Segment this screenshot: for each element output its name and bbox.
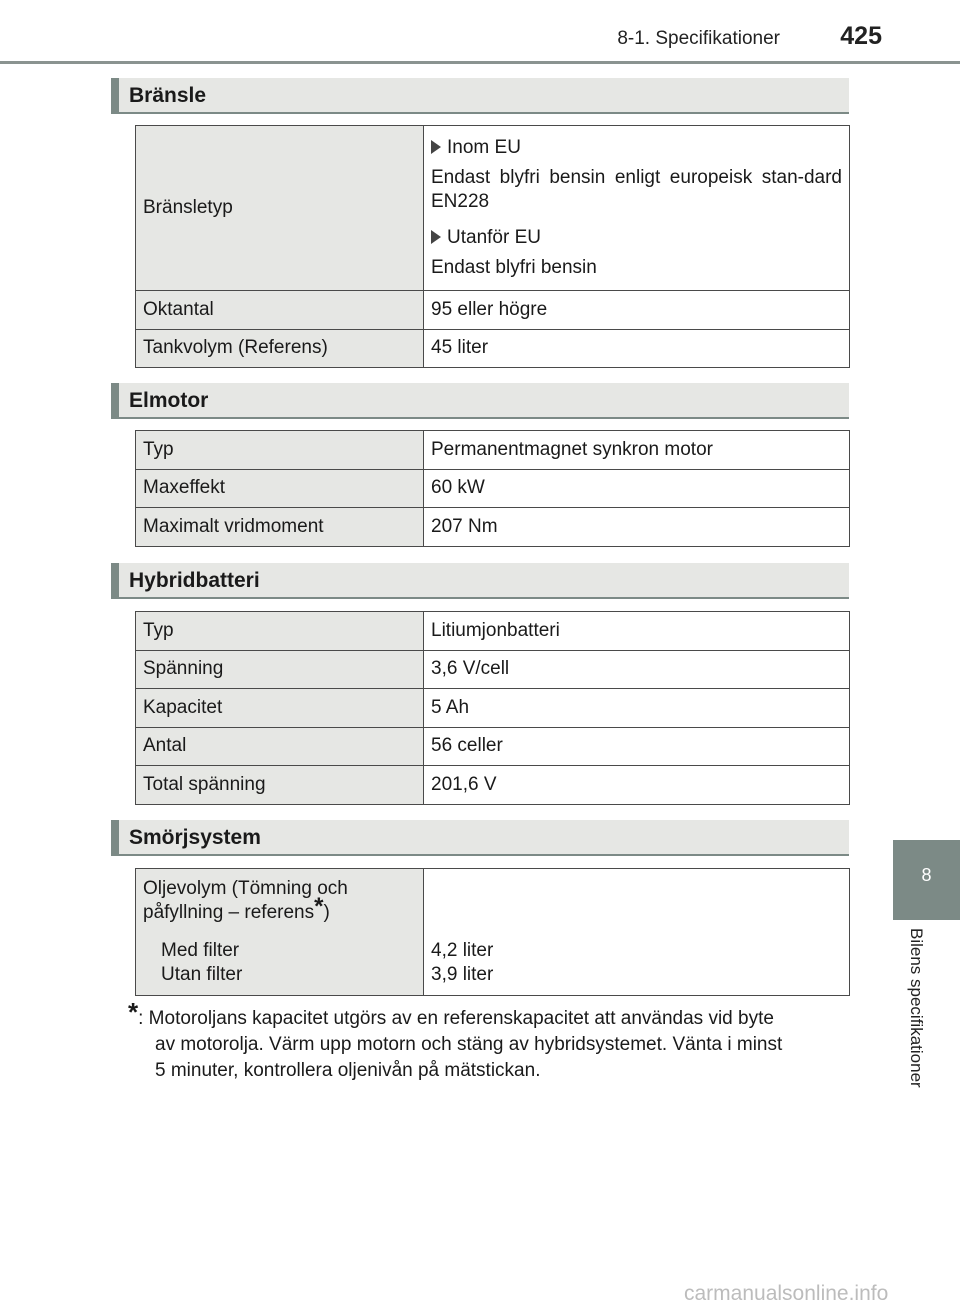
spec-value: 5 Ah xyxy=(424,689,850,728)
fuel-eu-desc: Endast blyfri bensin enligt europeisk stan-dard EN228 xyxy=(431,167,842,212)
footnote-marker: * xyxy=(128,997,139,1027)
fuel-eu-heading-text: Inom EU xyxy=(447,137,521,158)
spec-label: Oktantal xyxy=(136,291,424,330)
oil-label-text: påfyllning – referens xyxy=(143,902,315,923)
table-row xyxy=(136,766,850,805)
section-battery-title: Hybridbatteri xyxy=(129,569,260,592)
motor-table xyxy=(135,430,850,547)
spec-label: Total spänning xyxy=(136,766,424,805)
section-battery-heading xyxy=(111,563,849,599)
oil-volume-value xyxy=(424,869,850,996)
fuel-table xyxy=(135,125,850,368)
table-row xyxy=(136,612,850,651)
spec-value: 45 liter xyxy=(424,329,850,368)
oil-label-line1: Oljevolym (Tömning och xyxy=(143,878,348,899)
fuel-type-value xyxy=(424,126,850,291)
oil-label-line2 xyxy=(143,893,416,925)
header-section-title: 8-1. Specifikationer xyxy=(617,28,780,49)
table-row xyxy=(136,469,850,508)
battery-table xyxy=(135,611,850,805)
header-divider xyxy=(0,61,960,64)
with-filter-label: Med filter xyxy=(161,940,240,961)
spec-value: 207 Nm xyxy=(424,508,850,547)
spec-value: 56 celler xyxy=(424,727,850,766)
without-filter-value: 3,9 liter xyxy=(431,964,494,985)
oil-label-close: ) xyxy=(323,902,330,923)
spec-label: Typ xyxy=(136,431,424,470)
section-motor-heading xyxy=(111,383,849,419)
table-row xyxy=(136,727,850,766)
spec-value: 201,6 V xyxy=(424,766,850,805)
oil-volume-label xyxy=(136,869,424,996)
table-row xyxy=(136,329,850,368)
spec-label: Kapacitet xyxy=(136,689,424,728)
spec-value: Permanentmagnet synkron motor xyxy=(424,431,850,470)
section-fuel-heading xyxy=(111,78,849,114)
triangle-bullet-icon xyxy=(431,140,441,154)
spec-value: 95 eller högre xyxy=(424,291,850,330)
spec-label: Spänning xyxy=(136,650,424,689)
table-row xyxy=(136,126,850,291)
chapter-tab[interactable]: 8 xyxy=(893,840,960,920)
table-row xyxy=(136,431,850,470)
footnote xyxy=(128,997,848,1084)
with-filter-value: 4,2 liter xyxy=(431,940,494,961)
spec-value: 3,6 V/cell xyxy=(424,650,850,689)
page-number: 425 xyxy=(840,22,882,50)
fuel-non-eu-desc: Endast blyfri bensin xyxy=(431,257,597,278)
table-row xyxy=(136,869,850,996)
section-lubrication-heading xyxy=(111,820,849,856)
fuel-non-eu-heading xyxy=(431,226,842,250)
spec-value: Litiumjonbatteri xyxy=(424,612,850,651)
footnote-line1: : Motoroljans kapacitet utgörs av en referenskapacitet att användas vid byte xyxy=(138,1008,774,1029)
watermark: carmanualsonline.info xyxy=(684,1282,889,1305)
fuel-non-eu-heading-text: Utanför EU xyxy=(447,227,541,248)
fuel-eu-heading xyxy=(431,136,842,160)
table-row xyxy=(136,291,850,330)
spec-value: 60 kW xyxy=(424,469,850,508)
lubrication-table xyxy=(135,868,850,996)
footnote-marker: * xyxy=(314,893,324,920)
footnote-line3: 5 minuter, kontrollera oljenivån på mätstickan. xyxy=(155,1060,541,1081)
table-row xyxy=(136,508,850,547)
chapter-label: Bilens specifikationer xyxy=(907,928,926,1088)
spec-label: Antal xyxy=(136,727,424,766)
footnote-line2: av motorolja. Värm upp motorn och stäng av hybridsystemet. Vänta i minst xyxy=(155,1034,783,1055)
fuel-type-label: Bränsletyp xyxy=(136,126,424,291)
spec-label: Tankvolym (Referens) xyxy=(136,329,424,368)
section-lubrication-title: Smörjsystem xyxy=(129,826,261,849)
triangle-bullet-icon xyxy=(431,230,441,244)
page-header xyxy=(0,0,960,62)
spec-label: Maximalt vridmoment xyxy=(136,508,424,547)
spec-label: Typ xyxy=(136,612,424,651)
section-motor-title: Elmotor xyxy=(129,389,209,412)
table-row xyxy=(136,650,850,689)
table-row xyxy=(136,689,850,728)
section-fuel-title: Bränsle xyxy=(129,84,207,107)
spec-label: Maxeffekt xyxy=(136,469,424,508)
without-filter-label: Utan filter xyxy=(161,964,243,985)
